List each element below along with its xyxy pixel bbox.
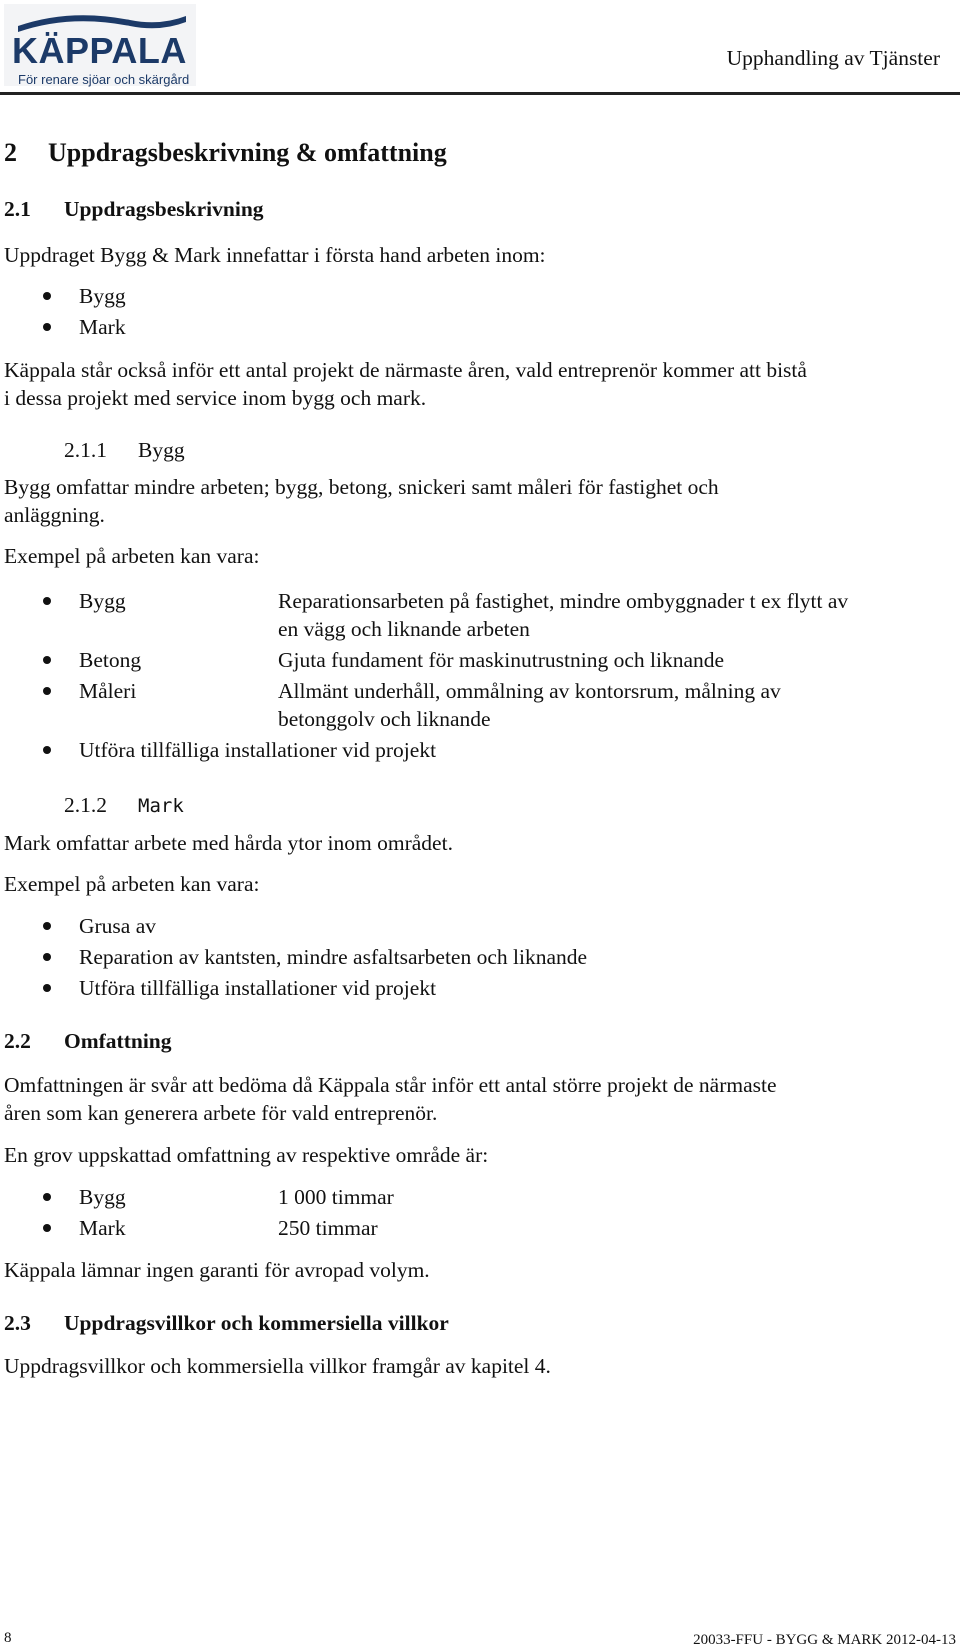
logo-tagline: För renare sjöar och skärgård [18, 72, 190, 87]
bullet-icon [43, 656, 51, 664]
example-intro: Exempel på arbeten kan vara: [4, 544, 260, 568]
bullet-icon [43, 323, 51, 331]
list-item-term: Betong [79, 648, 142, 672]
section-2-1-number: 2.1 [4, 197, 31, 221]
paragraph-line: Bygg omfattar mindre arbeten; bygg, betong, snickeri samt måleri för fastighet och [4, 475, 719, 499]
bullet-icon [43, 922, 51, 930]
list-item-desc: betonggolv och liknande [278, 707, 491, 731]
paragraph-line: Uppdragsvillkor och kommersiella villkor framgår av kapitel 4. [4, 1354, 551, 1378]
list-item: Mark [79, 315, 126, 339]
bullet-icon [43, 687, 51, 695]
bullet-icon [43, 984, 51, 992]
list-item-desc: Gjuta fundament för maskinutrustning och liknande [278, 648, 725, 672]
estimate-area: Mark [79, 1216, 126, 1240]
estimate-hours: 1 000 timmar [278, 1185, 394, 1209]
bullet-icon [43, 292, 51, 300]
section-2-1-2-title: Mark [138, 795, 184, 817]
section-2-3-number: 2.3 [4, 1311, 31, 1335]
bullet-icon [43, 746, 51, 754]
section-2-2-number: 2.2 [4, 1029, 31, 1053]
paragraph-line: Käppala står också inför ett antal projekt de närmaste åren, vald entreprenör kommer att bistå [4, 358, 807, 382]
section-2-3-title: Uppdragsvillkor och kommersiella villkor [64, 1311, 449, 1335]
section-2-1-2-number: 2.1.2 [64, 793, 107, 817]
list-item-desc: Reparationsarbeten på fastighet, mindre ombyggnader t ex flytt av [278, 589, 849, 613]
bullet-icon [43, 597, 51, 605]
bullet-icon [43, 1224, 51, 1232]
paragraph-line: Omfattningen är svår att bedöma då Käppala står inför ett antal större projekt de närmaste [4, 1073, 777, 1097]
bullet-icon [43, 1193, 51, 1201]
section-2-1-intro: Uppdraget Bygg & Mark innefattar i första hand arbeten inom: [4, 243, 546, 267]
volume-note: Käppala lämnar ingen garanti för avropad volym. [4, 1258, 430, 1282]
list-item: Utföra tillfälliga installationer vid projekt [79, 976, 437, 1000]
section-2-1-title: Uppdragsbeskrivning [64, 197, 264, 221]
example-intro: Exempel på arbeten kan vara: [4, 872, 260, 896]
page-number: 8 [4, 1630, 12, 1646]
section-2-title: Uppdragsbeskrivning & omfattning [48, 138, 447, 167]
list-item-term: Bygg [79, 589, 126, 613]
section-2-1-1-number: 2.1.1 [64, 438, 107, 462]
estimate-intro: En grov uppskattad omfattning av respektive område är: [4, 1143, 489, 1167]
list-item: Bygg [79, 284, 126, 308]
list-item-term: Måleri [79, 679, 137, 703]
paragraph-line: åren som kan generera arbete för vald entreprenör. [4, 1101, 438, 1125]
estimate-hours: 250 timmar [278, 1216, 378, 1240]
section-2-number: 2 [4, 138, 17, 167]
list-item-term: Utföra tillfälliga installationer vid projekt [79, 738, 437, 762]
paragraph-line: i dessa projekt med service inom bygg och mark. [4, 386, 427, 410]
section-2-2-title: Omfattning [64, 1029, 172, 1053]
paragraph-line: Mark omfattar arbete med hårda ytor inom området. [4, 831, 453, 855]
header-rule [0, 92, 960, 95]
list-item-desc: en vägg och liknande arbeten [278, 617, 530, 641]
document-reference: 20033-FFU - BYGG & MARK 2012-04-13 [693, 1632, 956, 1648]
list-item-desc: Allmänt underhåll, ommålning av kontorsrum, målning av [278, 679, 781, 703]
header-doc-type: Upphandling av Tjänster [726, 46, 940, 70]
logo-wordmark: KÄPPALA [12, 30, 187, 71]
list-item: Reparation av kantsten, mindre asfaltsarbeten och liknande [79, 945, 588, 969]
paragraph-line: anläggning. [4, 503, 105, 527]
estimate-area: Bygg [79, 1185, 126, 1209]
list-item: Grusa av [79, 914, 157, 938]
bullet-icon [43, 953, 51, 961]
logo [4, 4, 196, 86]
section-2-1-1-title: Bygg [138, 438, 185, 462]
